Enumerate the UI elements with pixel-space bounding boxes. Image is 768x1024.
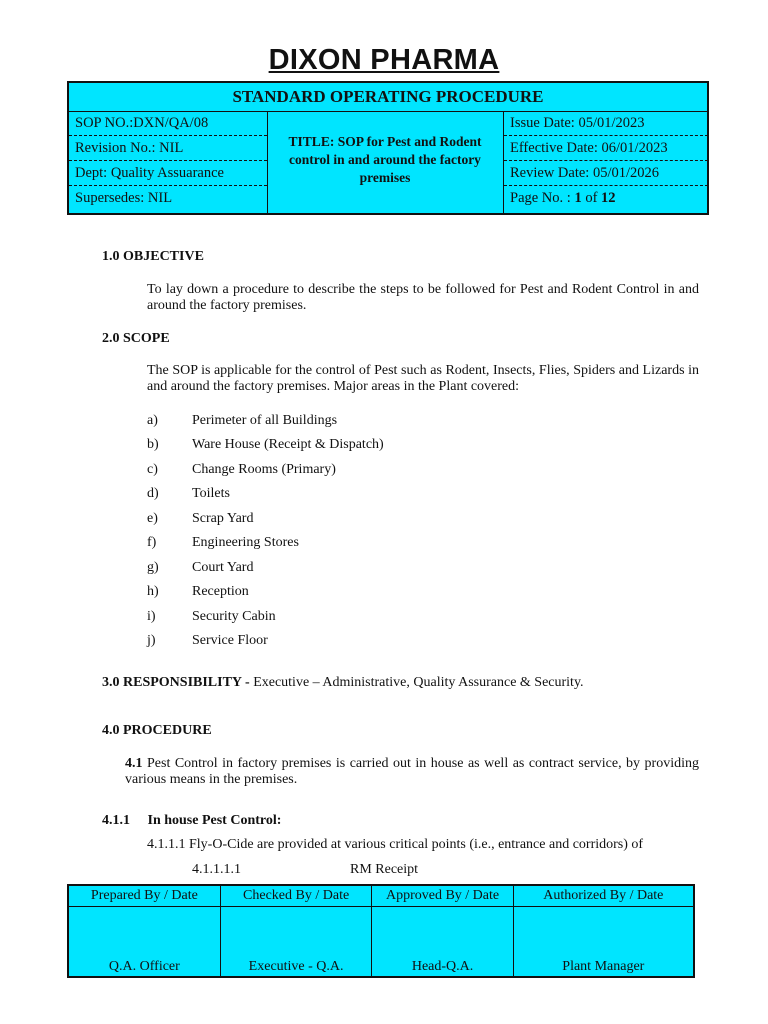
header-left-column [69,111,268,213]
list-item: Scrap Yard [192,511,254,526]
list-item-letter: g) [147,560,159,575]
header-right-column [503,111,708,213]
list-item: Toilets [192,486,230,501]
procedure-4-1 [125,756,699,788]
checked-by-signatory: Executive - Q.A. [248,959,344,974]
effective-date: Effective Date: 06/01/2023 [504,136,708,161]
list-item: Engineering Stores [192,535,299,550]
list-item-letter: d) [147,486,159,501]
list-item-letter: b) [147,437,159,452]
page-label: Page No. : [510,190,575,206]
review-date: Review Date: 05/01/2026 [504,161,708,186]
procedure-4-1-1-1-1-text: RM Receipt [350,862,419,877]
sop-header-title: STANDARD OPERATING PROCEDURE [69,83,707,112]
list-item-letter: a) [147,413,158,428]
checked-by-column [221,886,373,976]
page-total: 12 [601,190,616,206]
checked-by-header: Checked By / Date [221,886,372,907]
company-name: DIXON PHARMA [268,44,500,76]
list-item-letter: e) [147,511,158,526]
approved-by-signatory: Head-Q.A. [411,959,474,974]
revision-number: Revision No.: NIL [69,136,267,161]
list-item: Change Rooms (Primary) [192,462,336,477]
sop-header-table [67,81,709,215]
prepared-by-column [69,886,221,976]
prepared-by-signatory: Q.A. Officer [108,959,180,974]
approval-footer-table [67,884,695,978]
list-item-letter: c) [147,462,158,477]
list-item: Security Cabin [192,609,276,624]
scope-text: The SOP is applicable for the control of Pest such as Rodent, Insects, Flies, Spiders and Lizards in and around the factory premises. Major areas in the Plant covered: [147,363,699,394]
department: Dept: Quality Assuarance [69,161,267,186]
authorized-by-column [514,886,693,976]
list-item: Perimeter of all Buildings [192,413,338,428]
list-item-letter: h) [147,584,159,599]
scope-heading: 2.0 SCOPE [102,331,170,346]
supersedes: Supersedes: NIL [75,190,173,206]
page-of: of [581,190,602,206]
approved-by-column [372,886,513,976]
page-current: 1 [574,190,582,206]
prepared-by-header: Prepared By / Date [69,886,220,907]
list-item-letter: j) [147,633,156,648]
procedure-4-1-number: 4.1 [125,756,143,771]
responsibility-heading: 3.0 RESPONSIBILITY - [102,675,254,690]
authorized-by-header: Authorized By / Date [514,886,693,907]
procedure-4-1-text: Pest Control in factory premises is carried out in house as well as contract service, by providing various means in the premises. [125,756,699,787]
procedure-heading: 4.0 PROCEDURE [102,723,212,738]
list-item-letter: f) [147,535,157,550]
list-item: Ware House (Receipt & Dispatch) [192,437,384,452]
procedure-4-1-1-1-1-number: 4.1.1.1.1 [192,862,241,877]
sop-title: TITLE: SOP for Pest and Rodent control in and around the factory premises [288,134,482,185]
list-item: Reception [192,584,249,599]
page-number [504,186,708,211]
responsibility-text: Executive – Administrative, Quality Assurance & Security. [253,675,584,690]
sop-number: SOP NO.:DXN/QA/08 [69,111,267,136]
list-item: Court Yard [192,560,254,575]
list-item-letter: i) [147,609,156,624]
issue-date: Issue Date: 05/01/2023 [504,111,708,136]
objective-heading: 1.0 OBJECTIVE [102,249,204,264]
objective-text: To lay down a procedure to describe the steps to be followed for Pest and Rodent Control in and around the factory premises. [147,282,699,313]
responsibility-section [102,675,702,691]
approved-by-header: Approved By / Date [372,886,512,907]
header-title-cell [267,111,503,213]
authorized-by-signatory: Plant Manager [562,959,645,974]
list-item: Service Floor [192,633,268,648]
inhouse-pest-control-heading: 4.1.1 In house Pest Control: [102,813,282,828]
procedure-4-1-1-1: 4.1.1.1 Fly-O-Cide are provided at various critical points (i.e., entrance and corridors) of [147,837,644,852]
